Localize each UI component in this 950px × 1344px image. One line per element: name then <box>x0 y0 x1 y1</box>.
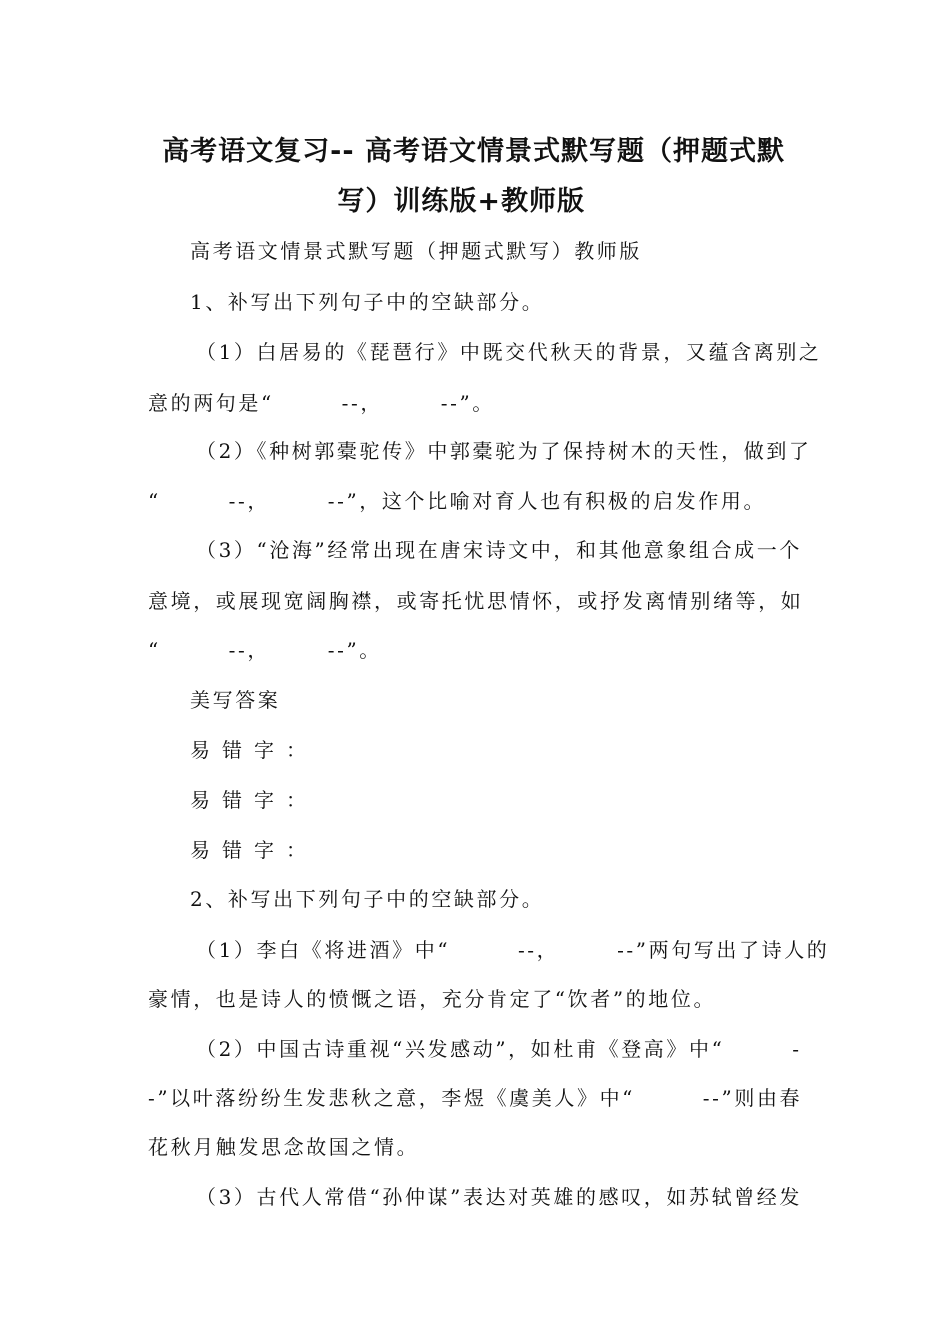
q1-item-1-line-1: （1）白居易的《琵琶行》中既交代秋天的背景，又蕴含离别之 <box>196 340 822 364</box>
q1-item-3-line-2: 意境，或展现宽阔胸襟，或寄托忧思情怀，或抒发离情别绪等，如 <box>148 589 804 613</box>
q1-item-3-line-1: （3）“沧海”经常出现在唐宋诗文中，和其他意象组合成一个 <box>196 538 802 562</box>
q2-item-1-line-1: （1）李白《将进酒》中“ --， --”两句写出了诗人的 <box>196 938 830 962</box>
document-title-line-1: 高考语文复习-- 高考语文情景式默写题（押题式默 <box>162 136 785 167</box>
question-1-heading: 1、补写出下列句子中的空缺部分。 <box>190 290 545 314</box>
q2-item-2-line-2: -”以叶落纷纷生发悲秋之意，李煜《虞美人》中“ --”则由春 <box>148 1086 803 1110</box>
q2-item-3-line-1: （3）古代人常借“孙仲谋”表达对英雄的感叹，如苏轼曾经发 <box>196 1185 802 1209</box>
q2-item-1-line-2: 豪情，也是诗人的愤慨之语，充分肯定了“饮者”的地位。 <box>148 987 717 1011</box>
q1-item-1-line-2: 意的两句是“ --， --”。 <box>148 391 495 415</box>
q1-item-2-line-1: （2）《种树郭橐驼传》中郭橐驼为了保持树木的天性，做到了 <box>196 439 812 463</box>
error-prone-chars-3: 易错字： <box>190 838 318 862</box>
q1-item-3-line-3: “ --， --”。 <box>148 638 382 662</box>
error-prone-chars-1: 易错字： <box>190 738 318 762</box>
answer-label: 美写答案 <box>190 688 281 712</box>
q1-item-2-line-2: “ --， --”，这个比喻对育人也有积极的启发作用。 <box>148 489 767 513</box>
q2-item-2-line-3: 花秋月触发思念故国之情。 <box>148 1135 420 1159</box>
question-2-heading: 2、补写出下列句子中的空缺部分。 <box>190 887 545 911</box>
section-subtitle: 高考语文情景式默写题（押题式默写）教师版 <box>190 239 642 263</box>
error-prone-chars-2: 易错字： <box>190 788 318 812</box>
q2-item-2-line-1: （2）中国古诗重视“兴发感动”，如杜甫《登高》中“ - <box>196 1037 802 1061</box>
document-title-line-2: 写）训练版+教师版 <box>337 186 585 217</box>
